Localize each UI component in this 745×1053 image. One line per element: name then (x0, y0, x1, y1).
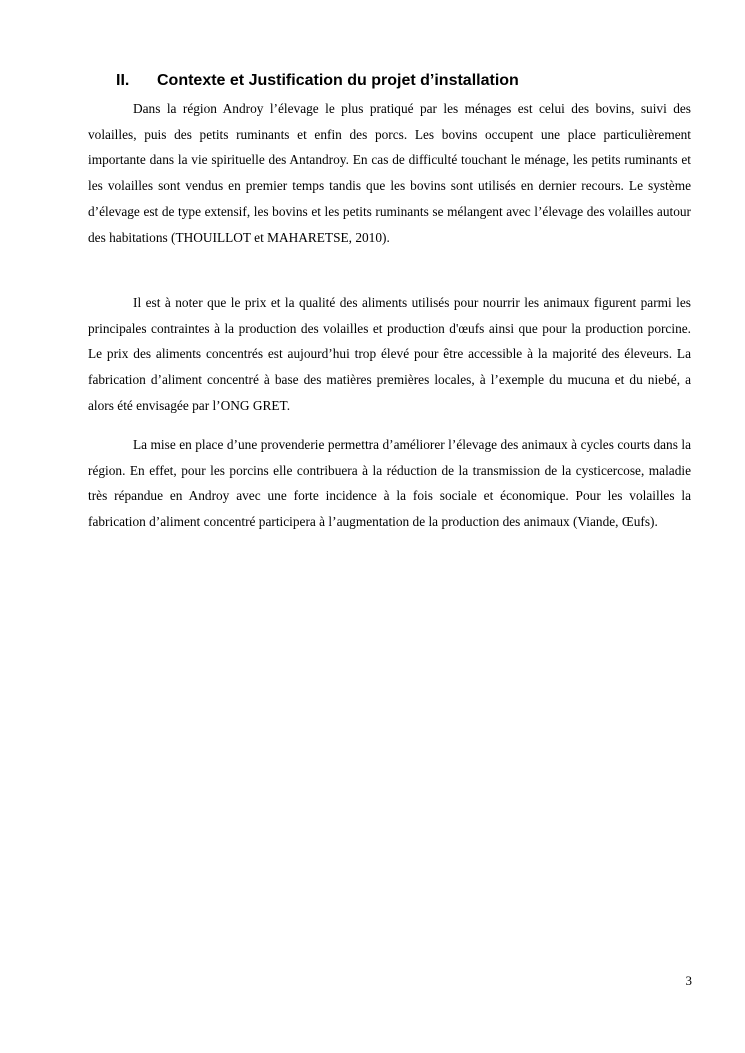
page-number: 3 (685, 973, 692, 988)
paragraph-2-block (88, 290, 691, 419)
section-title: Contexte et Justification du projet d’installation (157, 72, 519, 89)
paragraph: Dans la région Androy l’élevage le plus pratiqué par les ménages est celui des bovins, suivi des volailles, puis des petits ruminants et enfin des porcs. Les bovins occupent une place particulièrement importante dans la vie spirituelle des Antandroy. En cas de difficulté touchant le ménage, les petits ruminants et les volailles sont vendus en premier temps tandis que les bovins sont utilisés en dernier recours. Le système d’élevage est de type extensif, les bovins et les petits ruminants se mélangent avec l’élevage des volailles autour des habitations (THOUILLOT et MAHARETSE, 2010). (88, 101, 691, 245)
section-number: II. (116, 72, 130, 89)
paragraph-1-block (88, 96, 691, 250)
section-heading (116, 69, 519, 93)
paragraph: La mise en place d’une provenderie permettra d’améliorer l’élevage des animaux à cycles courts dans la région. En effet, pour les porcins elle contribuera à la réduction de la transmission de la cysticercose, maladie très répandue en Androy avec une forte incidence à la fois sociale et économique. Pour les volailles la fabrication d’aliment concentré participera à l’augmentation de la production des animaux (Viande, Œufs). (88, 437, 691, 530)
paragraph: Il est à noter que le prix et la qualité des aliments utilisés pour nourrir les animaux figurent parmi les principales contraintes à la production des volailles et production d'œufs ainsi que pour la production porcine. Le prix des aliments concentrés est aujourd’hui trop élevé pour être accessible à la majorité des éleveurs. La fabrication d’aliment concentré à base des matières premières locales, à l’exemple du mucuna et du niebé, a alors été envisagée par l’ONG GRET. (88, 295, 691, 413)
paragraph-3-block (88, 432, 691, 535)
